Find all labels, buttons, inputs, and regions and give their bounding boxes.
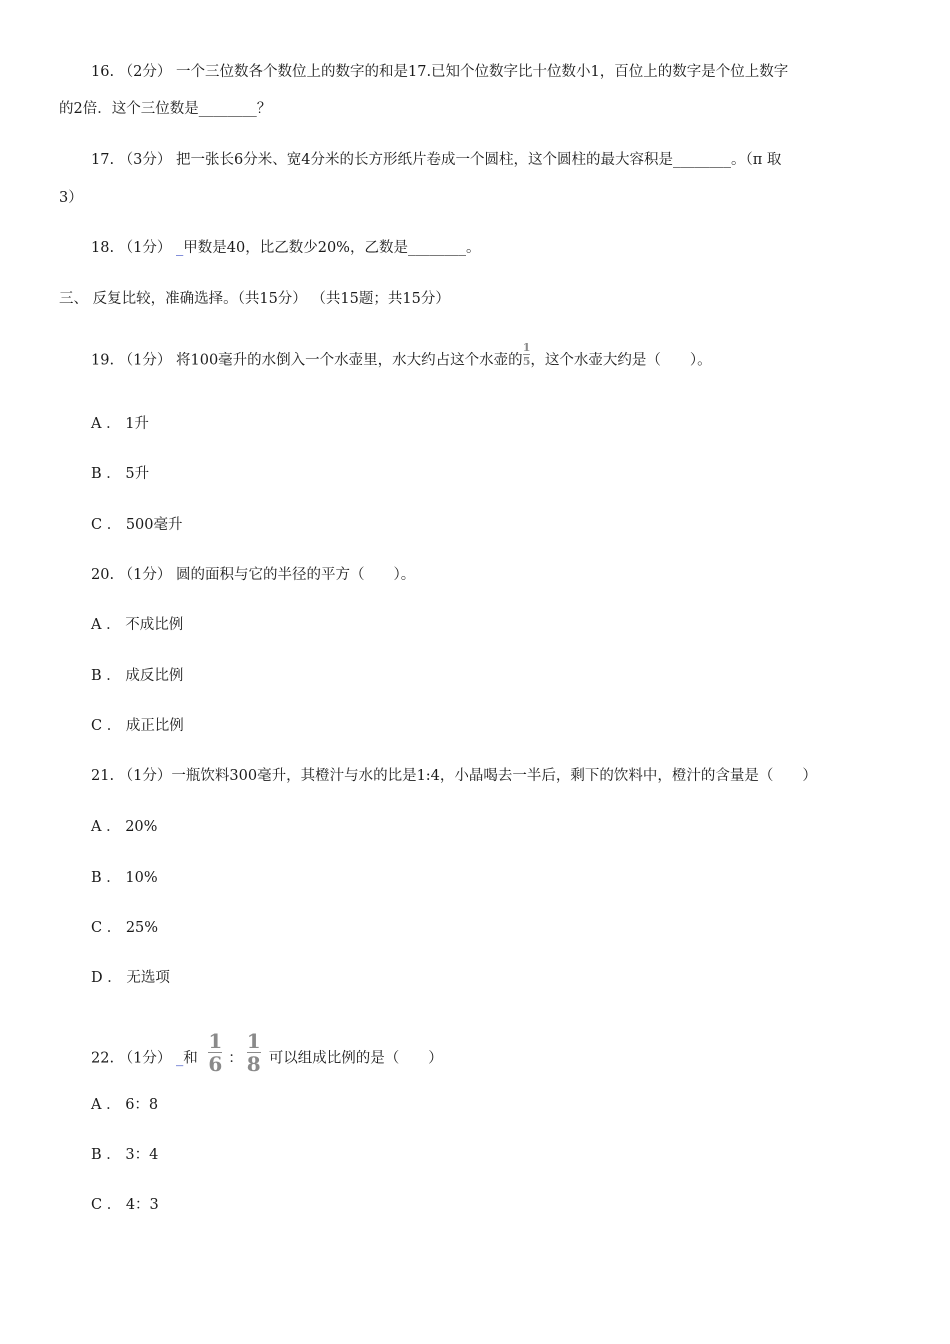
q22-option-c[interactable]: C ． 4：3 — [91, 1197, 159, 1213]
q22-stem — [91, 1029, 443, 1080]
q17-line2: 3） — [59, 190, 83, 206]
q18-prefix: 18. （1分） — [91, 240, 177, 256]
frac-den: 6 — [208, 1052, 223, 1076]
section-heading: 三、 反复比较，准确选择。（共15分） （共15题；共15分） — [59, 291, 450, 307]
q19-option-a[interactable]: A ． 1升 — [91, 416, 149, 432]
q19-stem — [91, 341, 712, 373]
q21-option-b[interactable]: B ． 10% — [91, 870, 158, 886]
q22-blank: _ — [176, 1050, 184, 1067]
q20-option-a[interactable]: A ． 不成比例 — [91, 617, 184, 633]
q16-line2: 的2倍．这个三位数是________？ — [59, 101, 272, 117]
q18-text: 甲数是40，比乙数少20%，乙数是________。 — [183, 240, 481, 256]
frac-num: 1 — [208, 1029, 223, 1053]
frac-den: 5 — [522, 355, 531, 368]
fraction-one-sixth — [208, 1031, 222, 1074]
q20-stem: 20. （1分） 圆的面积与它的半径的平方（ ）。 — [91, 567, 416, 583]
q18-blank: _ — [176, 240, 184, 256]
q20-option-c[interactable]: C ． 成正比例 — [91, 718, 184, 734]
q21-option-a[interactable]: A ． 20% — [91, 819, 158, 835]
q16-line1: 16. （2分） 一个三位数各个数位上的数字的和是17.已知个位数字比十位数小1，百位上的数字是个位上数字 — [91, 64, 789, 80]
q21-option-c[interactable]: C ． 25% — [91, 920, 159, 936]
q19-option-b[interactable]: B ． 5升 — [91, 466, 150, 482]
q22-after: 可以组成比例的是（ ） — [268, 1050, 443, 1067]
q19-before: 19. （1分） 将100毫升的水倒入一个水壶里，水大约占这个水壶的 — [91, 352, 523, 369]
frac-den: 8 — [246, 1052, 261, 1076]
q20-option-b[interactable]: B ． 成反比例 — [91, 668, 184, 684]
q22-colon: ： — [228, 1050, 243, 1067]
q19-option-c[interactable]: C ． 500毫升 — [91, 517, 183, 533]
frac-num: 1 — [522, 341, 531, 354]
q22-he: 和 — [183, 1050, 198, 1067]
q17-line1: 17. （3分） 把一张长6分米、宽4分米的长方形纸片卷成一个圆柱，这个圆柱的最大容积是________。（π 取 — [91, 152, 782, 168]
frac-num: 1 — [246, 1029, 261, 1053]
q22-prefix: 22. （1分） — [91, 1050, 177, 1067]
q21-stem: 21. （1分）一瓶饮料300毫升，其橙汁与水的比是1:4，小晶喝去一半后，剩下的饮料中，橙汁的含量是（ ） — [91, 768, 817, 784]
fraction-one-fifth — [523, 342, 531, 367]
q22-option-a[interactable]: A ． 6：8 — [91, 1097, 159, 1113]
q19-after: ，这个水壶大约是（ ）。 — [530, 352, 712, 369]
q18 — [91, 238, 480, 258]
fraction-one-eighth — [247, 1031, 261, 1074]
q21-option-d[interactable]: D ． 无选项 — [91, 970, 170, 986]
q22-option-b[interactable]: B ． 3：4 — [91, 1147, 159, 1163]
